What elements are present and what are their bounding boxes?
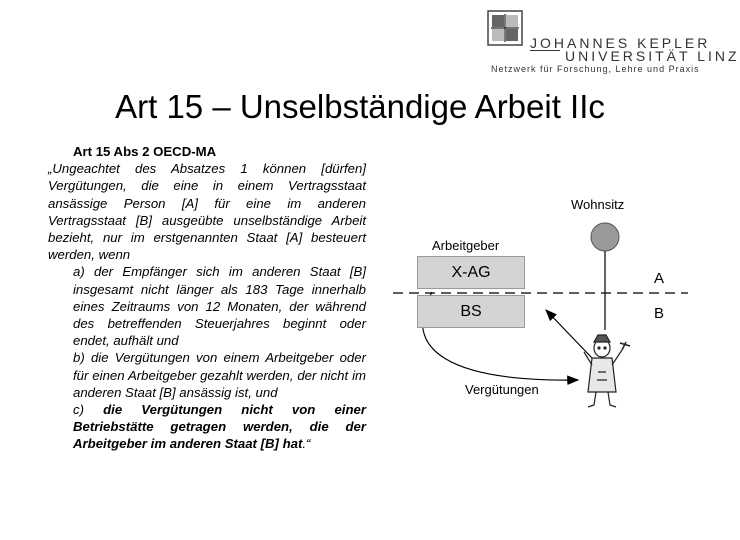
university-slogan: Netzwerk für Forschung, Lehre und Praxis	[491, 64, 700, 74]
state-a-label: A	[654, 270, 665, 287]
verguetungen-label: Vergütungen	[465, 382, 539, 397]
legal-item-a: a) der Empfänger sich im anderen Staat [B] insgesamt nicht länger als 183 Tage innerhalb eines Zeitraums von 12 Monaten, der während des betreffenden Steuerjahres beginnt oder endet, aufhält und	[73, 264, 366, 349]
xag-box	[417, 256, 525, 289]
legal-heading: Art 15 Abs 2 OECD-MA	[73, 144, 217, 159]
wohnsitz-label: Wohnsitz	[571, 197, 625, 212]
wohnsitz-marker	[591, 223, 619, 251]
bs-label: BS	[460, 302, 482, 320]
state-b-label: B	[654, 305, 665, 322]
university-name-line2: UNIVERSITÄT LINZ	[565, 48, 740, 64]
legal-item-b: b) die Vergütungen von einem Arbeitgeber oder für einen Arbeitgeber gezahlt werden, der nicht im anderen Staat [B] ansässig ist, und	[73, 350, 366, 400]
xag-label: X-AG	[451, 263, 491, 281]
slide-title: Art 15 – Unselbständige Arbeit IIc	[115, 88, 605, 125]
worker-figure-icon	[584, 335, 630, 407]
legal-item-c-bold: die Vergütungen nicht von einer Betriebstätte getragen werden, die der Arbeitgeber im anderen Staat [B] hat	[73, 402, 366, 452]
legal-intro: „Ungeachtet des Absatzes 1 können [dürfen] Vergütungen, die eine in einem Vertragsstaat ansässige Person [A] für eine im anderen Vertragsstaat [B] ausgeübte unselbständige Arbeit bezieht, nur im erstgenannten Staat [A] besteuert werden, wenn	[48, 161, 366, 263]
university-name-line1: JOHANNES KEPLER	[530, 35, 711, 51]
arbeitgeber-label: Arbeitgeber	[432, 238, 500, 253]
legal-item-c-prefix: c)	[73, 402, 104, 418]
arrow-work-to-bs	[546, 310, 592, 358]
legal-item-c-suffix: .“	[302, 436, 311, 452]
bs-box	[417, 295, 525, 328]
